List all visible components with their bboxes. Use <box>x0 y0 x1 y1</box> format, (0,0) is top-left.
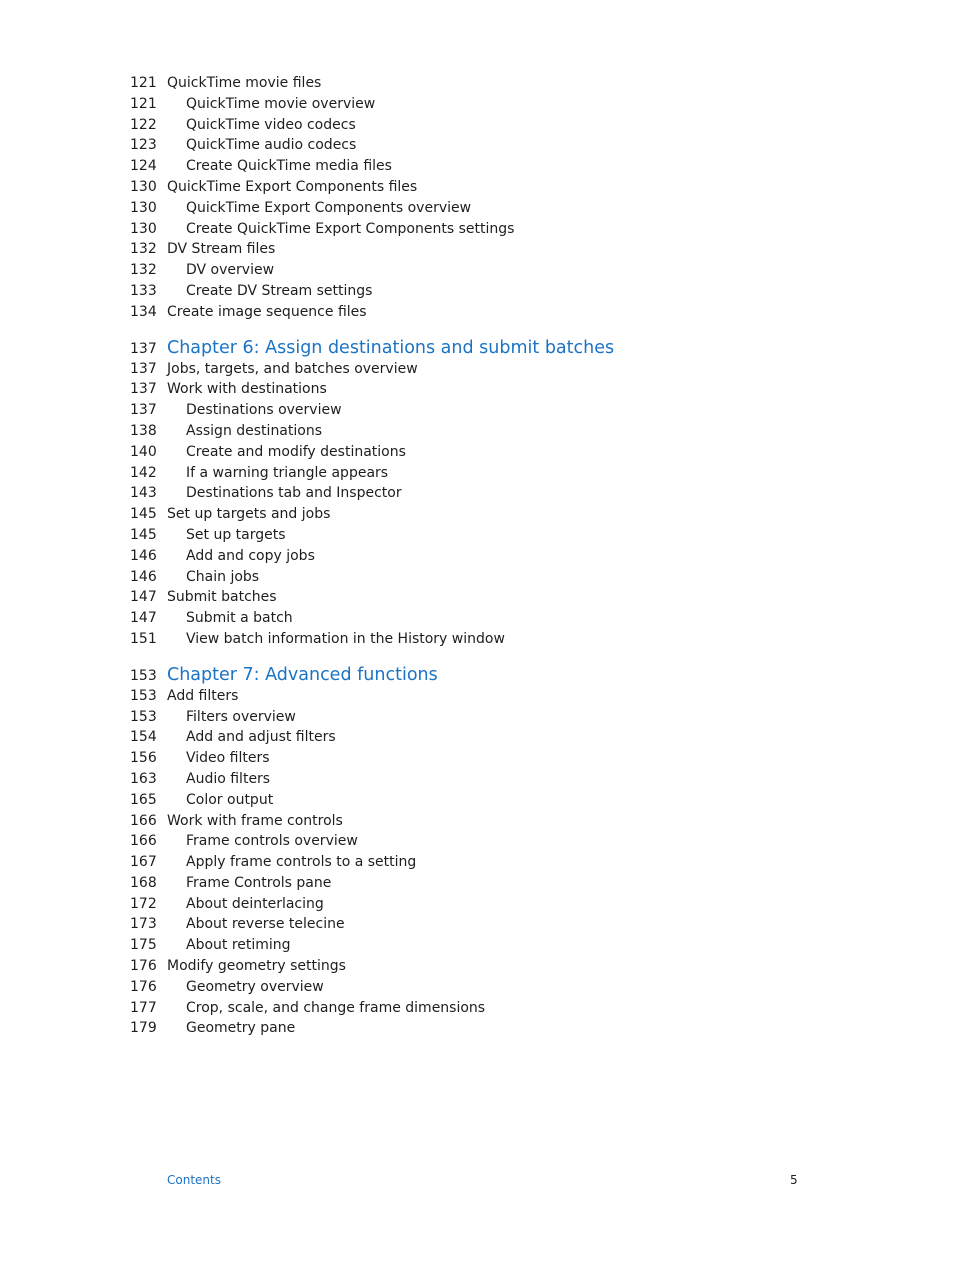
toc-entry-page-number: 156 <box>130 750 157 767</box>
toc-chapter-heading[interactable] <box>130 665 890 686</box>
toc-entry[interactable] <box>130 977 890 998</box>
toc-entry-title[interactable]: Create and modify destinations <box>186 443 406 460</box>
toc-entry[interactable] <box>130 546 890 567</box>
toc-entry-title[interactable]: View batch information in the History window <box>186 630 505 647</box>
toc-entry[interactable] <box>130 686 890 707</box>
toc-entry[interactable] <box>130 873 890 894</box>
toc-entry-page-number: 172 <box>130 895 157 912</box>
toc-entry-title[interactable]: About reverse telecine <box>186 916 345 933</box>
toc-entry-title[interactable]: Frame controls overview <box>186 833 358 850</box>
toc-entry[interactable] <box>130 567 890 588</box>
toc-entry-title[interactable]: Create image sequence files <box>167 303 367 320</box>
toc-entry-title[interactable]: Geometry pane <box>186 1020 296 1037</box>
toc-entry-title[interactable]: QuickTime audio codecs <box>186 137 357 154</box>
toc-entry[interactable] <box>130 156 890 177</box>
toc-entry[interactable] <box>130 748 890 769</box>
toc-entry-title[interactable]: Add filters <box>167 687 239 704</box>
toc-entry[interactable] <box>130 727 890 748</box>
toc-entry-title[interactable]: Set up targets <box>186 526 286 543</box>
toc-entry-title[interactable]: About deinterlacing <box>186 895 324 912</box>
toc-chapter-title[interactable]: Chapter 6: Assign destinations and submit batches <box>167 337 615 358</box>
toc-entry-title[interactable]: QuickTime video codecs <box>186 116 356 133</box>
toc-entry-page-number: 142 <box>130 464 157 481</box>
toc-entry-page-number: 153 <box>130 708 157 725</box>
toc-section <box>130 665 890 1040</box>
toc-entry[interactable] <box>130 811 890 832</box>
table-of-contents <box>130 73 890 1039</box>
toc-entry[interactable] <box>130 852 890 873</box>
toc-entry-page-number: 146 <box>130 547 157 564</box>
toc-entry-title[interactable]: QuickTime Export Components files <box>167 178 418 195</box>
toc-entry[interactable] <box>130 379 890 400</box>
toc-entry-title[interactable]: QuickTime movie files <box>167 75 322 91</box>
toc-entry-page-number: 147 <box>130 610 157 627</box>
toc-entry[interactable] <box>130 260 890 281</box>
toc-entry-page-number: 147 <box>130 589 157 606</box>
toc-entry[interactable] <box>130 421 890 442</box>
toc-entry[interactable] <box>130 115 890 136</box>
toc-entry[interactable] <box>130 587 890 608</box>
toc-entry-title[interactable]: Jobs, targets, and batches overview <box>167 360 418 377</box>
toc-entry[interactable] <box>130 198 890 219</box>
toc-entry-title[interactable]: Create QuickTime media files <box>186 158 392 175</box>
toc-entry-page-number: 138 <box>130 422 157 439</box>
toc-entry-page-number: 173 <box>130 916 157 933</box>
footer-page-number: 5 <box>790 1173 798 1187</box>
toc-entry-title[interactable]: Apply frame controls to a setting <box>186 854 417 871</box>
toc-chapter-title[interactable]: Chapter 7: Advanced functions <box>167 664 438 685</box>
toc-entry-title[interactable]: Set up targets and jobs <box>167 506 331 523</box>
toc-entry-page-number: 121 <box>130 95 157 112</box>
toc-entry-title[interactable]: If a warning triangle appears <box>186 464 389 481</box>
toc-chapter-page-number: 137 <box>130 340 157 357</box>
toc-entry-title[interactable]: Submit a batch <box>186 610 293 627</box>
toc-entry[interactable] <box>130 177 890 198</box>
toc-entry-page-number: 132 <box>130 262 157 279</box>
toc-entry[interactable] <box>130 400 890 421</box>
toc-entry[interactable] <box>130 608 890 629</box>
toc-entry-page-number: 145 <box>130 526 157 543</box>
toc-entry[interactable] <box>130 73 890 94</box>
toc-entry-page-number: 130 <box>130 220 157 237</box>
toc-entry-title[interactable]: Color output <box>186 791 274 808</box>
toc-entry-title[interactable]: Audio filters <box>186 770 271 787</box>
footer-section-label: Contents <box>167 1173 221 1187</box>
toc-section <box>130 338 890 650</box>
toc-entry-title[interactable]: Geometry overview <box>186 978 324 995</box>
toc-entry-page-number: 154 <box>130 729 157 746</box>
toc-entry[interactable] <box>130 239 890 260</box>
toc-entry-page-number: 123 <box>130 137 157 154</box>
toc-entry-page-number: 137 <box>130 402 157 419</box>
toc-entry-page-number: 133 <box>130 282 157 299</box>
toc-entry[interactable] <box>130 998 890 1019</box>
toc-section <box>130 73 890 323</box>
toc-entry[interactable] <box>130 483 890 504</box>
toc-entry-page-number: 176 <box>130 978 157 995</box>
toc-entry[interactable] <box>130 525 890 546</box>
toc-entry-title[interactable]: Modify geometry settings <box>167 958 346 975</box>
toc-entry-title[interactable]: DV Stream files <box>167 241 276 258</box>
toc-entry-title[interactable]: Destinations tab and Inspector <box>186 485 402 502</box>
toc-entry-title[interactable]: Create DV Stream settings <box>186 282 373 299</box>
toc-entry-page-number: 151 <box>130 630 157 647</box>
toc-entry-page-number: 146 <box>130 568 157 585</box>
toc-entry-page-number: 132 <box>130 241 157 258</box>
toc-entry-title[interactable]: Work with destinations <box>167 381 327 398</box>
toc-entry-title[interactable]: Video filters <box>186 750 270 767</box>
toc-entry-title[interactable]: Destinations overview <box>186 402 342 419</box>
toc-entry-title[interactable]: QuickTime Export Components overview <box>186 199 472 216</box>
toc-entry-page-number: 145 <box>130 506 157 523</box>
toc-entry-page-number: 140 <box>130 443 157 460</box>
toc-entry-page-number: 163 <box>130 770 157 787</box>
toc-entry[interactable] <box>130 707 890 728</box>
toc-entry-page-number: 143 <box>130 485 157 502</box>
toc-entry[interactable] <box>130 504 890 525</box>
toc-entry-page-number: 134 <box>130 303 157 320</box>
toc-entry[interactable] <box>130 831 890 852</box>
toc-entry[interactable] <box>130 359 890 380</box>
toc-chapter-heading[interactable] <box>130 338 890 359</box>
toc-entry[interactable] <box>130 935 890 956</box>
toc-entry-title[interactable]: Create QuickTime Export Components settings <box>186 220 515 237</box>
toc-entry-page-number: 121 <box>130 75 157 91</box>
toc-entry-title[interactable]: DV overview <box>186 262 275 279</box>
toc-entry[interactable] <box>130 302 890 323</box>
toc-entry[interactable] <box>130 442 890 463</box>
toc-entry-page-number: 177 <box>130 999 157 1016</box>
toc-entry[interactable] <box>130 94 890 115</box>
toc-entry-title[interactable]: About retiming <box>186 937 291 954</box>
toc-entry-page-number: 168 <box>130 874 157 891</box>
toc-entry[interactable] <box>130 135 890 156</box>
toc-entry-title[interactable]: Add and adjust filters <box>186 729 336 746</box>
toc-entry-title[interactable]: Crop, scale, and change frame dimensions <box>186 999 486 1016</box>
toc-entry-page-number: 137 <box>130 360 157 377</box>
toc-entry[interactable] <box>130 463 890 484</box>
toc-entry[interactable] <box>130 914 890 935</box>
toc-entry-page-number: 130 <box>130 178 157 195</box>
toc-entry-title[interactable]: Chain jobs <box>186 568 260 585</box>
toc-entry[interactable] <box>130 790 890 811</box>
toc-entry-page-number: 175 <box>130 937 157 954</box>
toc-entry-page-number: 165 <box>130 791 157 808</box>
toc-entry-title[interactable]: Add and copy jobs <box>186 547 315 564</box>
toc-entry-page-number: 179 <box>130 1020 157 1037</box>
toc-entry-page-number: 166 <box>130 833 157 850</box>
toc-entry-page-number: 176 <box>130 958 157 975</box>
toc-entry[interactable] <box>130 219 890 240</box>
toc-entry-title[interactable]: Assign destinations <box>186 422 323 439</box>
toc-entry[interactable] <box>130 769 890 790</box>
toc-entry-page-number: 122 <box>130 116 157 133</box>
toc-entry-title[interactable]: Filters overview <box>186 708 296 725</box>
toc-entry[interactable] <box>130 281 890 302</box>
toc-entry-page-number: 137 <box>130 381 157 398</box>
toc-entry-page-number: 130 <box>130 199 157 216</box>
toc-chapter-page-number: 153 <box>130 667 157 684</box>
toc-entry-title[interactable]: Frame Controls pane <box>186 874 332 891</box>
toc-entry-page-number: 167 <box>130 854 157 871</box>
toc-entry[interactable] <box>130 1018 890 1039</box>
toc-entry-title[interactable]: Work with frame controls <box>167 812 343 829</box>
toc-entry[interactable] <box>130 956 890 977</box>
toc-entry-page-number: 166 <box>130 812 157 829</box>
toc-entry[interactable] <box>130 894 890 915</box>
toc-entry-page-number: 153 <box>130 687 157 704</box>
toc-entry-title[interactable]: QuickTime movie overview <box>186 95 376 112</box>
toc-entry-page-number: 124 <box>130 158 157 175</box>
toc-entry[interactable] <box>130 629 890 650</box>
toc-entry-title[interactable]: Submit batches <box>167 589 277 606</box>
